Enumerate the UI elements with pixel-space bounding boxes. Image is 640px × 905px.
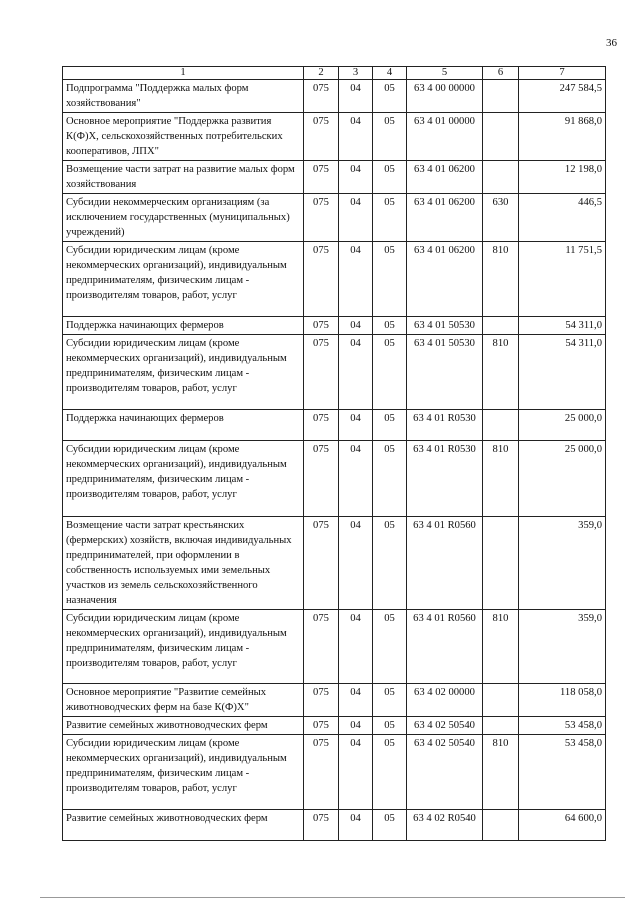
subsection-cell: 05 (373, 242, 407, 317)
section-cell: 04 (339, 717, 373, 735)
table-row (63, 717, 606, 735)
subsection-cell: 05 (373, 80, 407, 113)
table-row (63, 113, 606, 161)
table-row (63, 242, 606, 317)
amount-cell: 91 868,0 (519, 113, 606, 161)
table-row (63, 80, 606, 113)
ministry-code-cell: 075 (304, 441, 339, 517)
row-name-cell: Субсидии юридическим лицам (кроме некоммерческих организаций), индивидуальным предпринимателям, физическим лицам - производителям товаров, работ, услуг (63, 441, 304, 517)
amount-cell: 53 458,0 (519, 735, 606, 810)
target-article-cell: 63 4 02 00000 (407, 684, 483, 717)
ministry-code-cell: 075 (304, 684, 339, 717)
amount-cell: 12 198,0 (519, 161, 606, 194)
expense-type-cell: 810 (483, 735, 519, 810)
column-header: 3 (339, 67, 373, 80)
ministry-code-cell: 075 (304, 194, 339, 242)
subsection-cell: 05 (373, 717, 407, 735)
amount-cell: 25 000,0 (519, 441, 606, 517)
row-name-cell: Субсидии некоммерческим организациям (за исключением государственных (муниципальных) учреждений) (63, 194, 304, 242)
subsection-cell: 05 (373, 735, 407, 810)
target-article-cell: 63 4 02 R0540 (407, 810, 483, 841)
column-header: 7 (519, 67, 606, 80)
section-cell: 04 (339, 610, 373, 684)
row-name-cell: Развитие семейных животноводческих ферм (63, 717, 304, 735)
table-row (63, 441, 606, 517)
expense-type-cell (483, 161, 519, 194)
table-row (63, 810, 606, 841)
amount-cell: 359,0 (519, 610, 606, 684)
row-name-cell: Субсидии юридическим лицам (кроме некоммерческих организаций), индивидуальным предпринимателям, физическим лицам - производителям товаров, работ, услуг (63, 610, 304, 684)
expense-type-cell: 810 (483, 335, 519, 410)
ministry-code-cell: 075 (304, 317, 339, 335)
subsection-cell: 05 (373, 317, 407, 335)
ministry-code-cell: 075 (304, 810, 339, 841)
expense-type-cell: 810 (483, 441, 519, 517)
column-header: 4 (373, 67, 407, 80)
target-article-cell: 63 4 02 50540 (407, 717, 483, 735)
table-row (63, 684, 606, 717)
ministry-code-cell: 075 (304, 80, 339, 113)
section-cell: 04 (339, 113, 373, 161)
section-cell: 04 (339, 194, 373, 242)
row-name-cell: Субсидии юридическим лицам (кроме некоммерческих организаций), индивидуальным предпринимателям, физическим лицам - производителям товаров, работ, услуг (63, 735, 304, 810)
target-article-cell: 63 4 02 50540 (407, 735, 483, 810)
subsection-cell: 05 (373, 441, 407, 517)
section-cell: 04 (339, 735, 373, 810)
ministry-code-cell: 075 (304, 242, 339, 317)
target-article-cell: 63 4 01 06200 (407, 242, 483, 317)
expense-type-cell (483, 410, 519, 441)
table-row (63, 194, 606, 242)
amount-cell: 54 311,0 (519, 335, 606, 410)
subsection-cell: 05 (373, 517, 407, 610)
row-name-cell: Возмещение части затрат на развитие малых форм хозяйствования (63, 161, 304, 194)
ministry-code-cell: 075 (304, 735, 339, 810)
table-row (63, 335, 606, 410)
page-edge-line (40, 897, 625, 898)
ministry-code-cell: 075 (304, 410, 339, 441)
table-header-row (63, 67, 606, 80)
section-cell: 04 (339, 684, 373, 717)
expense-type-cell (483, 113, 519, 161)
table-row (63, 735, 606, 810)
section-cell: 04 (339, 242, 373, 317)
subsection-cell: 05 (373, 194, 407, 242)
section-cell: 04 (339, 161, 373, 194)
column-header: 2 (304, 67, 339, 80)
amount-cell: 53 458,0 (519, 717, 606, 735)
section-cell: 04 (339, 80, 373, 113)
subsection-cell: 05 (373, 113, 407, 161)
row-name-cell: Субсидии юридическим лицам (кроме некоммерческих организаций), индивидуальным предпринимателям, физическим лицам - производителям товаров, работ, услуг (63, 242, 304, 317)
subsection-cell: 05 (373, 610, 407, 684)
table-row (63, 410, 606, 441)
subsection-cell: 05 (373, 410, 407, 441)
ministry-code-cell: 075 (304, 610, 339, 684)
expense-type-cell (483, 717, 519, 735)
row-name-cell: Основное мероприятие "Поддержка развития К(Ф)Х, сельскохозяйственных потребительских кооперативов, ЛПХ" (63, 113, 304, 161)
ministry-code-cell: 075 (304, 517, 339, 610)
table-row (63, 517, 606, 610)
expense-type-cell (483, 80, 519, 113)
ministry-code-cell: 075 (304, 113, 339, 161)
target-article-cell: 63 4 01 R0530 (407, 441, 483, 517)
target-article-cell: 63 4 00 00000 (407, 80, 483, 113)
amount-cell: 25 000,0 (519, 410, 606, 441)
column-header: 1 (63, 67, 304, 80)
table-row (63, 317, 606, 335)
subsection-cell: 05 (373, 810, 407, 841)
target-article-cell: 63 4 01 R0530 (407, 410, 483, 441)
section-cell: 04 (339, 410, 373, 441)
amount-cell: 64 600,0 (519, 810, 606, 841)
section-cell: 04 (339, 517, 373, 610)
row-name-cell: Возмещение части затрат крестьянских (фермерских) хозяйств, включая индивидуальных предпринимателей, при оформлении в собственность используемых ими земельных участков из земель сельскохозяйственного назначения (63, 517, 304, 610)
column-header: 6 (483, 67, 519, 80)
ministry-code-cell: 075 (304, 717, 339, 735)
subsection-cell: 05 (373, 335, 407, 410)
amount-cell: 54 311,0 (519, 317, 606, 335)
column-header: 5 (407, 67, 483, 80)
target-article-cell: 63 4 01 06200 (407, 194, 483, 242)
section-cell: 04 (339, 441, 373, 517)
target-article-cell: 63 4 01 R0560 (407, 517, 483, 610)
target-article-cell: 63 4 01 06200 (407, 161, 483, 194)
row-name-cell: Субсидии юридическим лицам (кроме некоммерческих организаций), индивидуальным предпринимателям, физическим лицам - производителям товаров, работ, услуг (63, 335, 304, 410)
amount-cell: 11 751,5 (519, 242, 606, 317)
subsection-cell: 05 (373, 161, 407, 194)
page-number: 36 (606, 37, 617, 49)
target-article-cell: 63 4 01 00000 (407, 113, 483, 161)
amount-cell: 247 584,5 (519, 80, 606, 113)
target-article-cell: 63 4 01 50530 (407, 317, 483, 335)
table-row (63, 610, 606, 684)
section-cell: 04 (339, 317, 373, 335)
expense-type-cell (483, 684, 519, 717)
target-article-cell: 63 4 01 50530 (407, 335, 483, 410)
expense-type-cell: 810 (483, 610, 519, 684)
row-name-cell: Поддержка начинающих фермеров (63, 317, 304, 335)
target-article-cell: 63 4 01 R0560 (407, 610, 483, 684)
table-row (63, 161, 606, 194)
ministry-code-cell: 075 (304, 335, 339, 410)
expense-type-cell (483, 317, 519, 335)
row-name-cell: Поддержка начинающих фермеров (63, 410, 304, 441)
budget-table (62, 66, 606, 841)
section-cell: 04 (339, 810, 373, 841)
row-name-cell: Подпрограмма "Поддержка малых форм хозяйствования" (63, 80, 304, 113)
section-cell: 04 (339, 335, 373, 410)
expense-type-cell: 630 (483, 194, 519, 242)
amount-cell: 118 058,0 (519, 684, 606, 717)
amount-cell: 359,0 (519, 517, 606, 610)
row-name-cell: Основное мероприятие "Развитие семейных животноводческих ферм на базе К(Ф)Х" (63, 684, 304, 717)
subsection-cell: 05 (373, 684, 407, 717)
amount-cell: 446,5 (519, 194, 606, 242)
ministry-code-cell: 075 (304, 161, 339, 194)
expense-type-cell: 810 (483, 242, 519, 317)
expense-type-cell (483, 810, 519, 841)
row-name-cell: Развитие семейных животноводческих ферм (63, 810, 304, 841)
expense-type-cell (483, 517, 519, 610)
